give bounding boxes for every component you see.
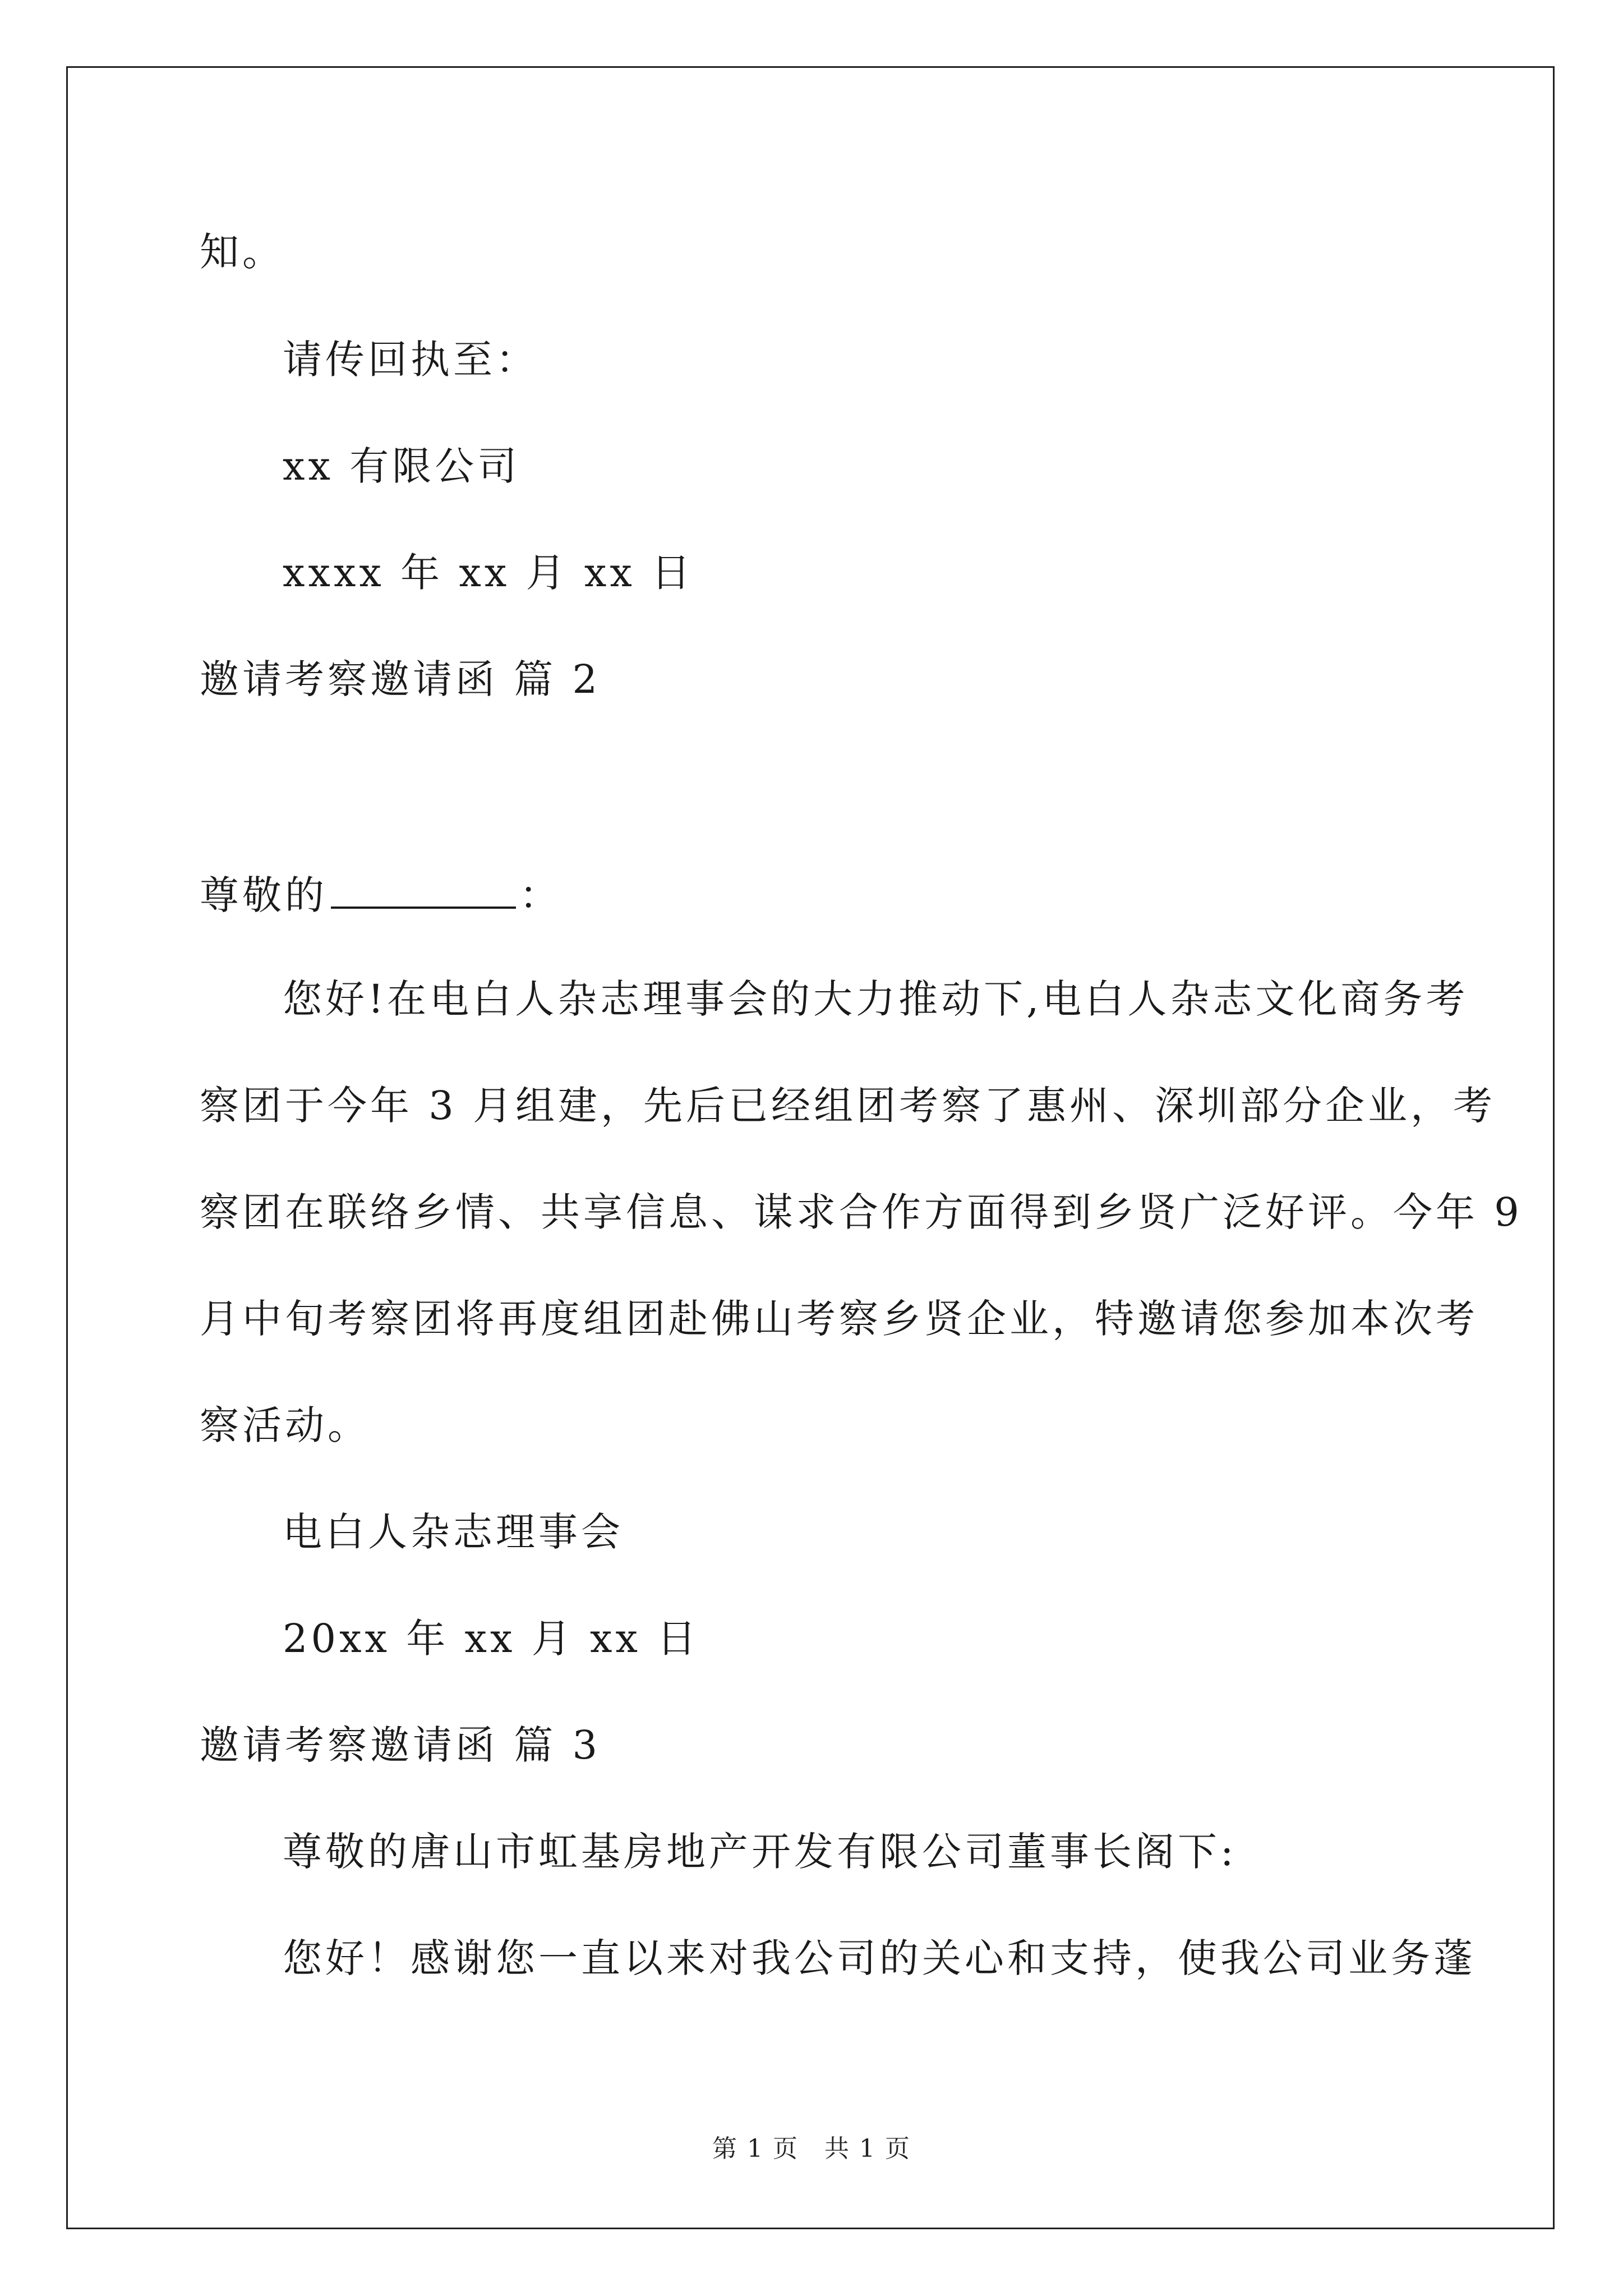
paragraph-line: 察活动。: [200, 1402, 370, 1448]
paragraph-line: 电白人杂志理事会: [283, 1509, 624, 1555]
section-heading: 邀请考察邀请函 篇 2: [200, 656, 601, 702]
paragraph-line: xx 有限公司: [283, 443, 520, 489]
paragraph-line: 知。: [200, 229, 285, 275]
paragraph-line: 请传回执至：: [283, 337, 538, 383]
page-border: [66, 66, 1555, 2229]
page-footer: 第 1 页 共 1 页: [712, 2134, 911, 2163]
paragraph-line: 察团在联络乡情、共享信息、谋求合作方面得到乡贤广泛好评。今年 9: [200, 1189, 1523, 1235]
fill-in-blank: [331, 873, 516, 909]
salutation-text: 尊敬的: [200, 872, 328, 918]
salutation-line: [200, 872, 562, 918]
salutation-colon: ：: [519, 872, 562, 918]
section-heading: 邀请考察邀请函 篇 3: [200, 1722, 601, 1768]
paragraph-line: 尊敬的唐山市虹基房地产开发有限公司董事长阁下:: [283, 1829, 1237, 1875]
paragraph-line: 您好!在电白人杂志理事会的大力推动下,电白人杂志文化商务考: [283, 976, 1469, 1022]
paragraph-line: 月中旬考察团将再度组团赴佛山考察乡贤企业，特邀请您参加本次考: [200, 1296, 1478, 1342]
paragraph-line: 察团于今年 3 月组建，先后已经组团考察了惠州、深圳部分企业，考: [200, 1083, 1496, 1129]
paragraph-line: 20xx 年 xx 月 xx 日: [283, 1616, 700, 1662]
paragraph-line: 您好！感谢您一直以来对我公司的关心和支持，使我公司业务蓬: [283, 1935, 1476, 1981]
paragraph-line: xxxx 年 xx 月 xx 日: [283, 550, 694, 596]
